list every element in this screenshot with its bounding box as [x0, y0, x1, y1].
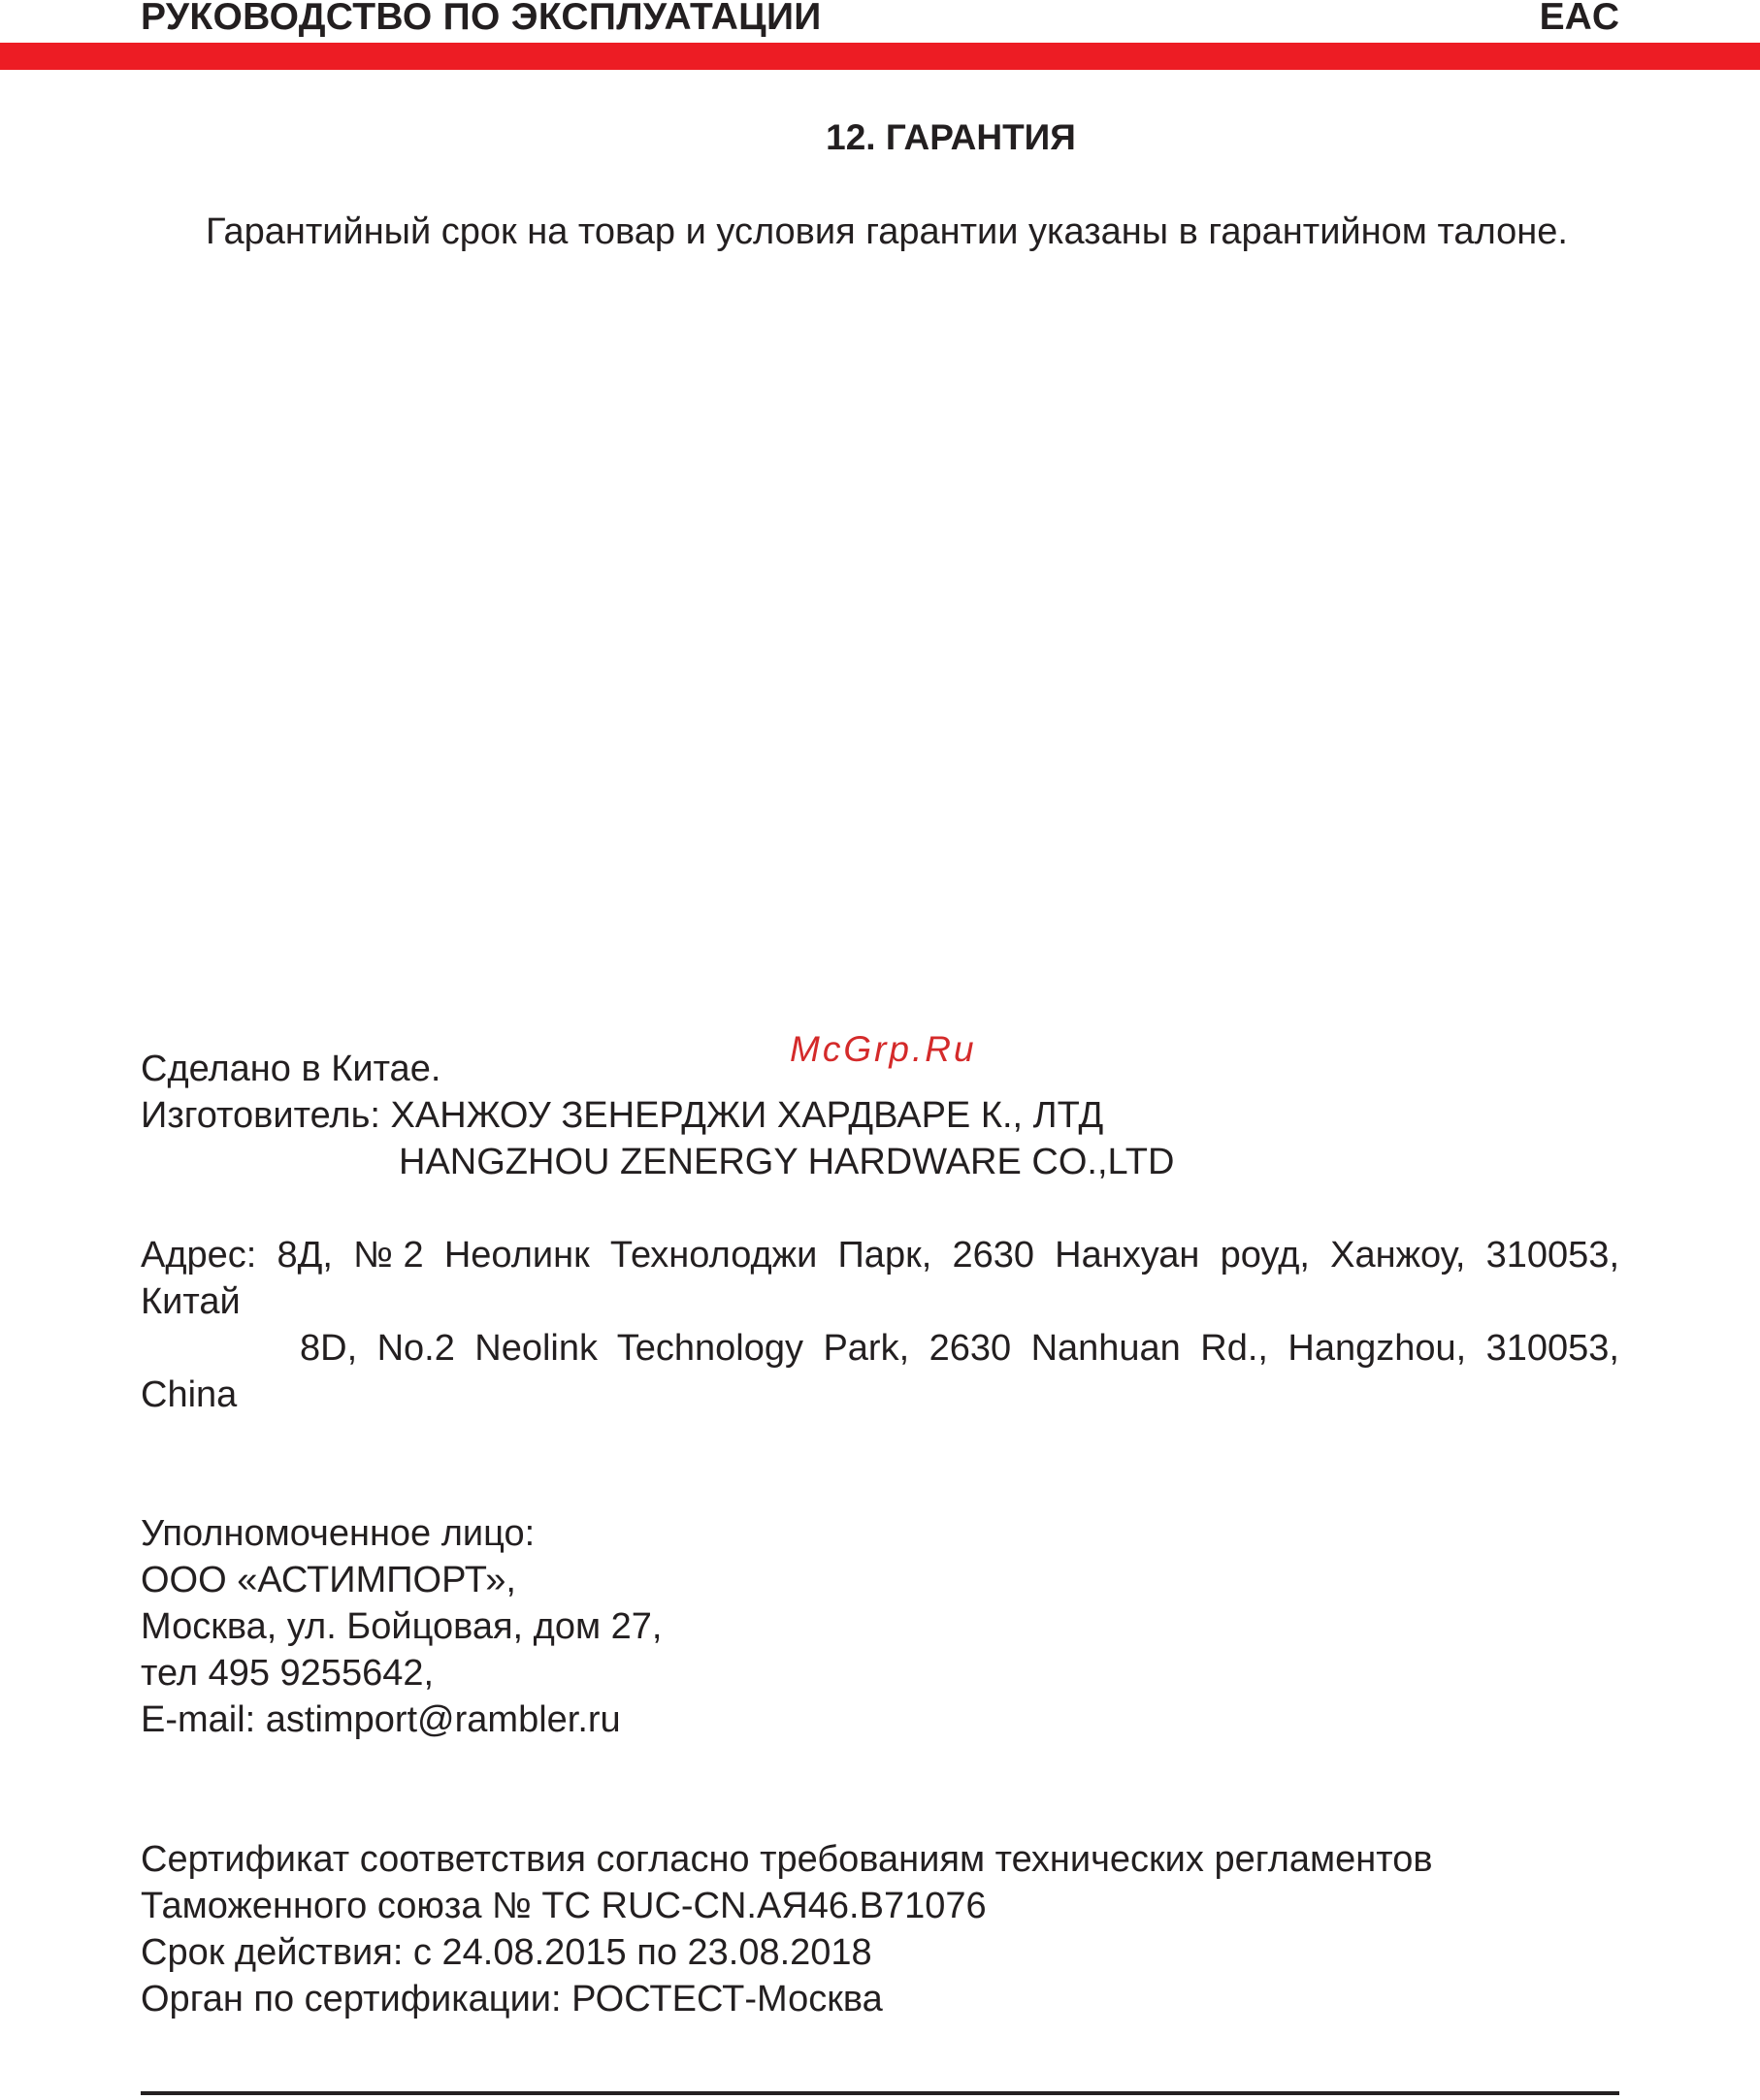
address-en-line1: 8D, No.2 Neolink Technology Park, 2630 Nanhuan Rd., Hangzhou, 310053, — [300, 1328, 1619, 1369]
warranty-text: Гарантийный срок на товар и условия гарантии указаны в гарантийном талоне. — [206, 211, 1568, 252]
certificate-line4: Орган по сертификации: РОСТЕСТ-Москва — [141, 1979, 883, 2019]
authorized-email: E-mail: astimport@rambler.ru — [141, 1699, 621, 1740]
certificate-line3: Срок действия: с 24.08.2015 по 23.08.2018 — [141, 1932, 872, 1973]
eac-mark: EAC — [1539, 0, 1619, 38]
section-title: 12. ГАРАНТИЯ — [826, 117, 1076, 157]
authorized-address: Москва, ул. Бойцовая, дом 27, — [141, 1606, 663, 1647]
certificate-block — [141, 1836, 1619, 2022]
authorized-heading: Уполномоченное лицо: — [141, 1513, 536, 1554]
made-in-line: Сделано в Китае. — [141, 1049, 441, 1089]
watermark: McGrp.Ru — [790, 1029, 977, 1069]
bottom-rule — [141, 2091, 1619, 2095]
address-en-line2: China — [141, 1374, 238, 1415]
authorized-company: ООО «АСТИМПОРТ», — [141, 1560, 516, 1600]
header-accent-bar — [0, 43, 1760, 70]
manufacturer-block — [141, 1046, 1619, 1185]
header-title: РУКОВОДСТВО ПО ЭКСПЛУАТАЦИИ — [141, 0, 822, 38]
address-ru-line2: Китай — [141, 1281, 241, 1322]
manufacturer-ru-line: Изготовитель: ХАНЖОУ ЗЕНЕРДЖИ ХАРДВАРЕ К., ЛТД — [141, 1095, 1104, 1136]
certificate-line2: Таможенного союза № ТС RUC-CN.АЯ46.В71076 — [141, 1886, 987, 1926]
address-ru-line1: Адрес: 8Д, №2 Неолинк Технолоджи Парк, 2630 Нанхуан роуд, Ханжоу, 310053, — [141, 1235, 1619, 1276]
certificate-line1: Сертификат соответствия согласно требованиям технических регламентов — [141, 1839, 1433, 1880]
manufacturer-en-line: HANGZHOU ZENERGY HARDWARE CO.,LTD — [399, 1142, 1175, 1182]
authorized-phone: тел 495 9255642, — [141, 1653, 435, 1694]
authorized-block — [141, 1510, 1619, 1743]
address-block — [141, 1232, 1619, 1418]
